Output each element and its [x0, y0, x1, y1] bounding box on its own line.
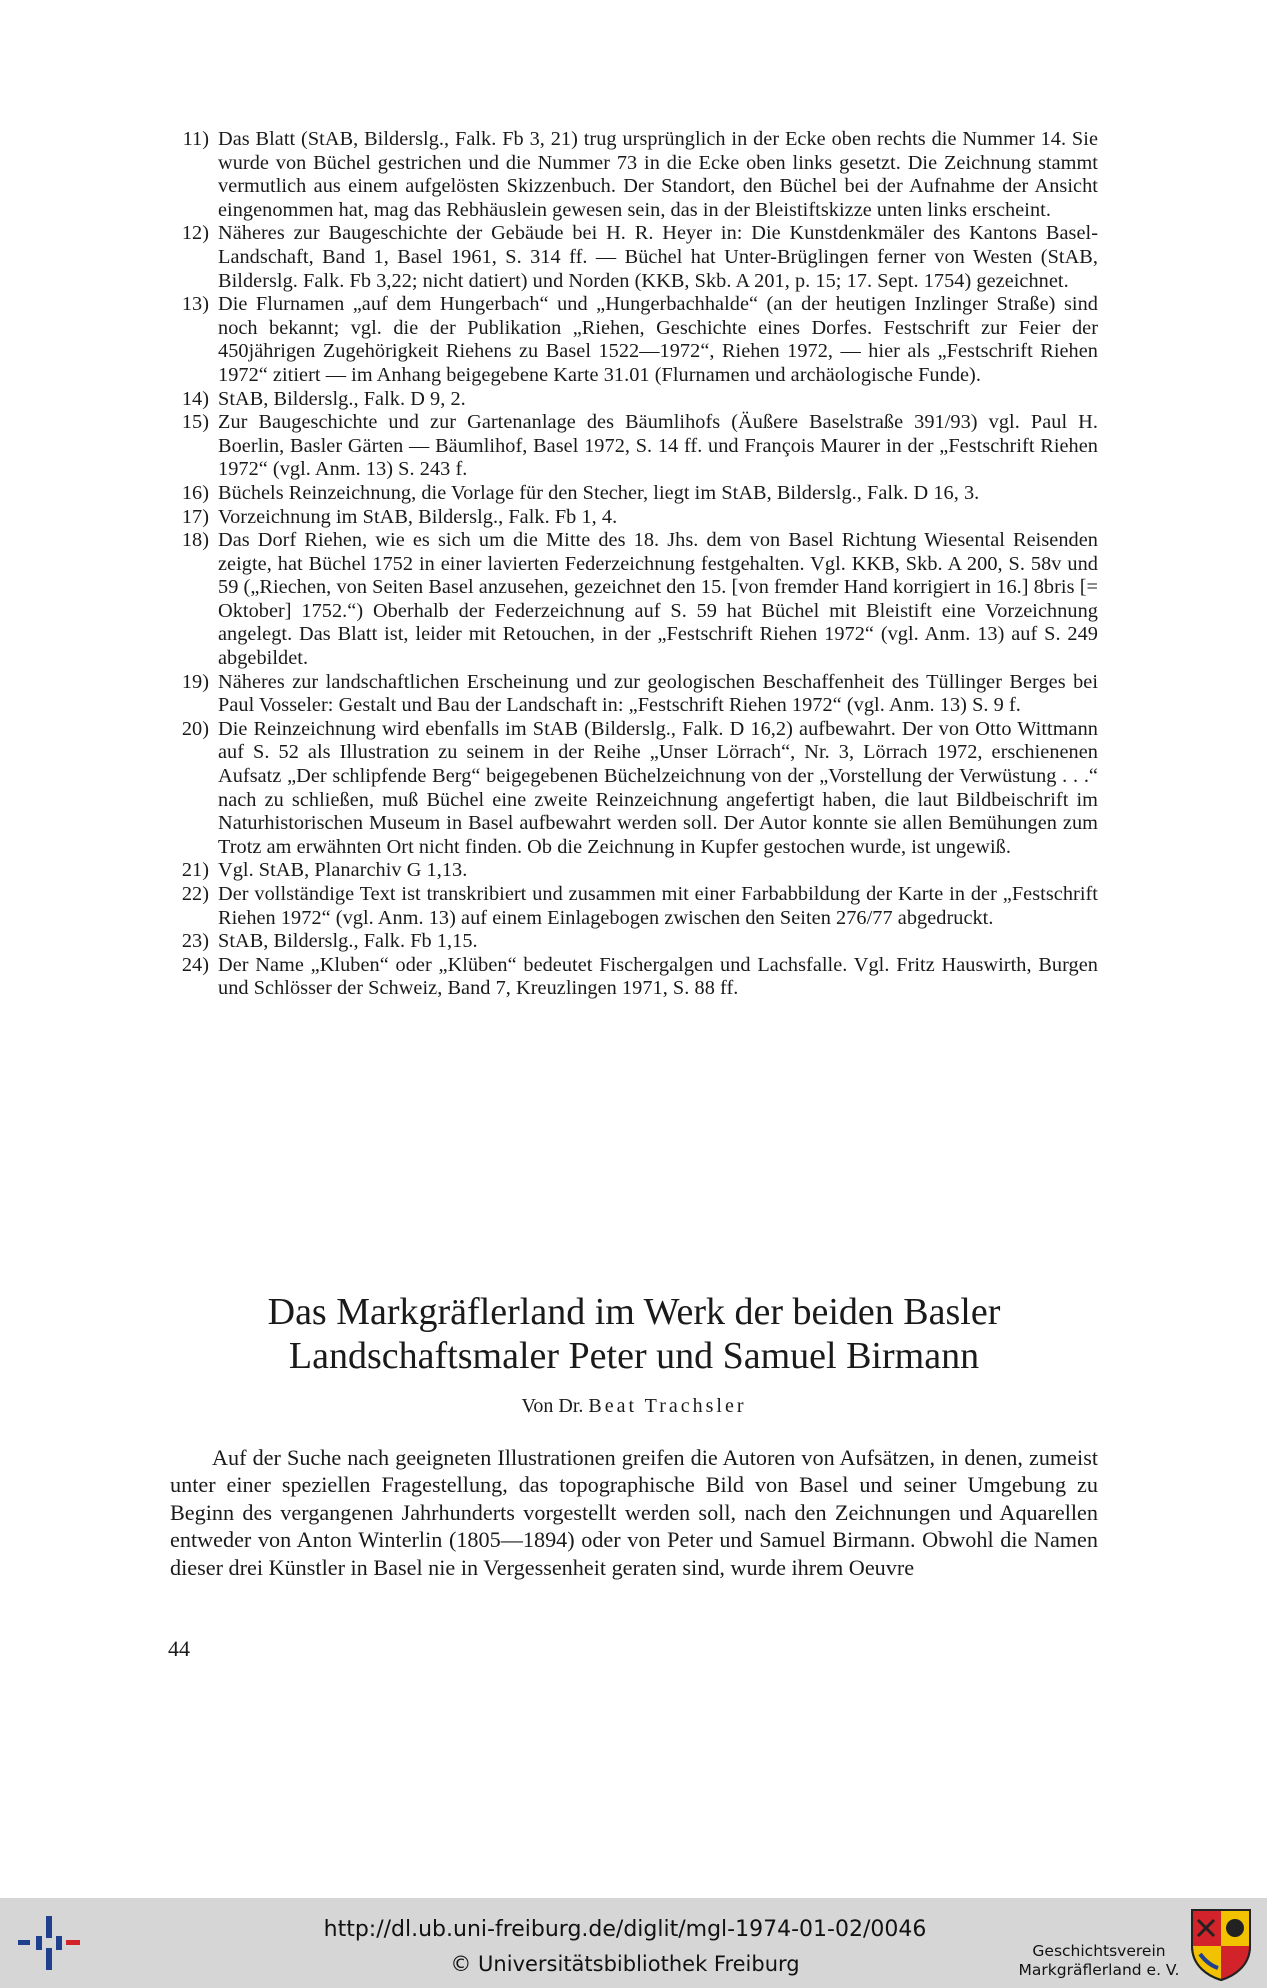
article-byline: [170, 1394, 1098, 1418]
footnote: [170, 930, 1098, 954]
footer-bar: [0, 1898, 1267, 1988]
footnote: [170, 529, 1098, 671]
footnote-text: Die Reinzeichnung wird ebenfalls im StAB (Bilderslg., Falk. D 16,2) aufbewahrt. Der von Otto Wittmann auf S. 52 als Illustration zu seinem in der Reihe „Unser Lörrach“, Nr. 3, Lörrach 1972, erschienenen Aufsatz „Der schlipfende Berg“ beigegebenen Büchelzeichnung von der „Vorstellung der Verwüstung . . .“ nach zu schließen, muß Büchel eine zweite Reinzeichnung angefertigt haben, die laut Bildbeischrift im Naturhistorischen Museum in Basel aufbewahrt werden soll. Der Autor konnte sie allen Bemühungen zum Trotz am erwähnten Ort nicht finden. Ob die Zeichnung in Kupfer gestochen wurde, ist ungewiß.: [218, 717, 1098, 858]
footer-copyright: © Universitätsbibliothek Freiburg: [450, 1952, 800, 1976]
footnote: [170, 859, 1098, 883]
footnote-text: Die Flurnamen „auf dem Hungerbach“ und „Hungerbachhalde“ (an der heutigen Inzlinger Straße) sind noch bekannt; vgl. die der Publikation „Riehen, Geschichte eines Dorfes. Festschrift zur Feier der 450jährigen Zugehörigkeit Riehens zu Basel 1522—1972“, Riehen 1972, — hier als „Festschrift Riehen 1972“ zitiert — im Anhang beigegebene Karte 31.01 (Flurnamen und archäologische Funde).: [218, 293, 1098, 386]
article-title-line-1: Das Markgräflerland im Werk der beiden Basler: [267, 1291, 1001, 1333]
footnote: [170, 883, 1098, 930]
footnote-text: StAB, Bilderslg., Falk. D 9, 2.: [218, 387, 466, 410]
footnote-text: Das Blatt (StAB, Bilderslg., Falk. Fb 3, 21) trug ursprünglich in der Ecke oben rechts die Nummer 14. Sie wurde von Büchel gestrichen und die Nummer 73 in die Ecke oben links gesetzt. Die Zeichnung stammt vermutlich aus einem aufgelösten Skizzenbuch. Der Standort, den Büchel bei der Aufnahme der Ansicht eingenommen hat, mag das Rebhäuslein gewesen sein, das in der Bleistiftskizze unten links erscheint.: [218, 128, 1098, 221]
byline-author: Beat Trachsler: [588, 1395, 747, 1417]
article-body: Auf der Suche nach geeigneten Illustrationen greifen die Autoren von Aufsätzen, in denen, zumeist unter einer speziellen Fragestellung, das topographische Bild von Basel und seiner Umgebung zu Beginn des vergangenen Jahrhunderts vorgestellt werden soll, nach den Zeichnungen und Aquarellen entweder von Anton Winterlin (1805—1894) oder von Peter und Samuel Birmann. Obwohl die Namen dieser drei Künstler in Basel nie in Vergessenheit geraten sind, wurde ihrem Oeuvre: [170, 1445, 1098, 1580]
footnote: [170, 671, 1098, 718]
footnote-text: Vorzeichnung im StAB, Bilderslg., Falk. Fb 1, 4.: [218, 505, 618, 528]
footnote: [170, 954, 1098, 1001]
footnote-text: Der vollständige Text ist transkribiert und zusammen mit einer Farbabbildung der Karte in der „Festschrift Riehen 1972“ (vgl. Anm. 13) auf einem Einlagebogen zwischen den Seiten 276/77 abgedruckt.: [218, 883, 1098, 929]
footnote-text: Näheres zur landschaftlichen Erscheinung und zur geologischen Beschaffenheit des Tüllinger Berges bei Paul Vosseler: Gestalt und Bau der Landschaft in: „Festschrift Riehen 1972“ (vgl. Anm. 13) S. 9 f.: [218, 670, 1098, 717]
footnote: [170, 411, 1098, 482]
footnote-text: Zur Baugeschichte und zur Gartenanlage des Bäumlihofs (Äußere Baselstraße 391/93) vgl. Paul H. Boerlin, Basler Gärten — Bäumlihof, Basel 1972, S. 14 ff. und François Maurer in der „Festschrift Riehen 1972“ (vgl. Anm. 13) S. 243 f.: [218, 411, 1098, 481]
page-number: 44: [168, 1636, 190, 1661]
coat-of-arms-icon: [1188, 1906, 1254, 1982]
footnote-text: StAB, Bilderslg., Falk. Fb 1,15.: [218, 930, 478, 953]
footnote: [170, 506, 1098, 530]
article-title-line-2: Landschaftsmaler Peter und Samuel Birmann: [288, 1335, 980, 1377]
footnote: [170, 388, 1098, 412]
footer-society-name: [1014, 1942, 1184, 1980]
society-line-1: Geschichtsverein: [1032, 1942, 1166, 1960]
footnotes-list: [170, 128, 1098, 1001]
ub-freiburg-logo-icon: [14, 1914, 84, 1972]
byline-prefix: Von Dr.: [521, 1395, 584, 1417]
footnote: [170, 718, 1098, 860]
footnote-number: 18): [181, 529, 209, 552]
footnote: [170, 293, 1098, 387]
footnote-number: 22): [181, 883, 209, 905]
footnote-number: 24): [181, 953, 209, 976]
footnote-number: 23): [181, 930, 209, 953]
society-line-2: Markgräflerland e. V.: [1018, 1961, 1180, 1979]
footnote-number: 15): [181, 411, 209, 434]
footnote-number: 11): [182, 128, 209, 150]
footnote: [170, 128, 1098, 222]
footnote-number: 12): [181, 222, 209, 245]
footnote-number: 17): [181, 505, 209, 528]
footnote: [170, 482, 1098, 506]
footer-url-link[interactable]: http://dl.ub.uni-freiburg.de/diglit/mgl-1974-01-02/0046: [323, 1917, 927, 1942]
footnote-text: Näheres zur Baugeschichte der Gebäude bei H. R. Heyer in: Die Kunstdenkmäler des Kantons Basel-Landschaft, Band 1, Basel 1961, S. 314 ff. — Büchel hat Unter-Brüglingen ferner von Westen (StAB, Bilderslg. Falk. Fb 3,22; nicht datiert) und Norden (KKB, Skb. A 201, p. 15; 17. Sept. 1754) gezeichnet.: [218, 222, 1098, 292]
footnote-number: 13): [181, 293, 209, 316]
footnote: [170, 222, 1098, 293]
footnote-number: 20): [181, 717, 209, 740]
footnote-number: 21): [181, 859, 209, 882]
footnote-number: 16): [181, 481, 209, 504]
footnote-text: Büchels Reinzeichnung, die Vorlage für den Stecher, liegt im StAB, Bilderslg., Falk. D 16, 3.: [218, 481, 980, 504]
article-title: [170, 1290, 1098, 1378]
footnote-text: Vgl. StAB, Planarchiv G 1,13.: [218, 859, 468, 882]
footnote-number: 14): [181, 387, 209, 410]
footnote-text: Das Dorf Riehen, wie es sich um die Mitte des 18. Jhs. dem von Basel Richtung Wiesental Reisenden zeigte, hat Büchel 1752 in einer lavierten Federzeichnung festgehalten. Vgl. KKB, Skb. A 200, S. 58v und 59 („Riechen, von Seiten Basel anzusehen, gezeichnet den 15. [von fremder Hand korrigiert in 16.] 8bris [= Oktober] 1752.“) Oberhalb der Federzeichnung auf S. 59 hat Büchel mit Bleistift eine Vorzeichnung angelegt. Das Blatt ist, leider mit Retouchen, in der „Festschrift Riehen 1972“ (vgl. Anm. 13) auf S. 249 abgebildet.: [218, 529, 1098, 670]
footnote-text: Der Name „Kluben“ oder „Klüben“ bedeutet Fischergalgen und Lachsfalle. Vgl. Fritz Hauswirth, Burgen und Schlösser der Schweiz, Band 7, Kreuzlingen 1971, S. 88 ff.: [218, 953, 1098, 1000]
footnote-number: 19): [181, 670, 209, 693]
